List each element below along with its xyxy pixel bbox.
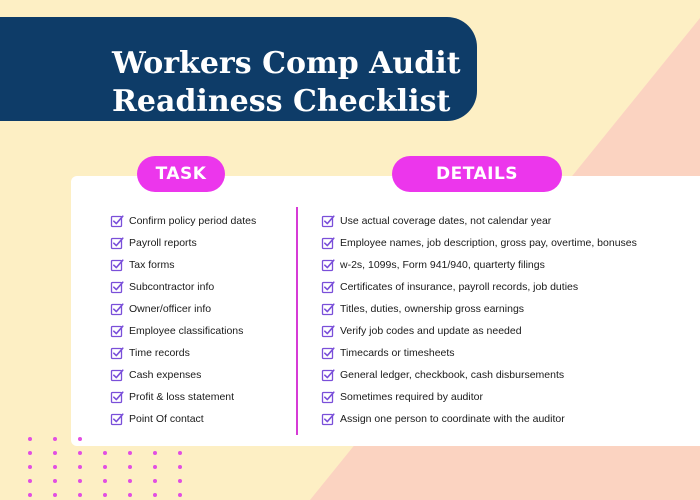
task-item-label: Tax forms	[129, 259, 175, 271]
checked-box-icon	[110, 302, 124, 316]
checked-box-icon	[110, 214, 124, 228]
dot-grid-icon	[25, 434, 195, 500]
detail-item-label: Certificates of insurance, payroll records, job duties	[340, 281, 579, 293]
checked-box-icon	[110, 324, 124, 338]
details-header: DETAILS	[392, 156, 562, 192]
checked-box-icon	[110, 236, 124, 250]
detail-item-label: Use actual coverage dates, not calendar year	[340, 215, 552, 227]
task-item	[110, 364, 290, 386]
detail-item	[321, 232, 691, 254]
task-item	[110, 320, 290, 342]
task-item-label: Point Of contact	[129, 413, 204, 425]
detail-item	[321, 408, 691, 430]
checked-box-icon	[110, 412, 124, 426]
detail-item-label: Timecards or timesheets	[340, 347, 455, 359]
task-list	[110, 210, 290, 430]
detail-item	[321, 298, 691, 320]
checked-box-icon	[110, 390, 124, 404]
checked-box-icon	[321, 214, 335, 228]
detail-item	[321, 210, 691, 232]
task-item-label: Profit & loss statement	[129, 391, 235, 403]
page-title: Workers Comp Audit Readiness Checklist	[112, 46, 461, 119]
checked-box-icon	[110, 258, 124, 272]
checked-box-icon	[110, 280, 124, 294]
detail-item	[321, 364, 691, 386]
checked-box-icon	[321, 302, 335, 316]
task-item-label: Confirm policy period dates	[129, 215, 257, 227]
task-item-label: Employee classifications	[129, 325, 244, 337]
checked-box-icon	[321, 368, 335, 382]
title-banner	[0, 17, 477, 121]
task-item	[110, 276, 290, 298]
task-item	[110, 232, 290, 254]
checked-box-icon	[321, 346, 335, 360]
details-list	[321, 210, 691, 430]
checked-box-icon	[110, 346, 124, 360]
detail-item	[321, 276, 691, 298]
detail-item	[321, 254, 691, 276]
detail-item-label: w-2s, 1099s, Form 941/940, quarterty filings	[340, 259, 545, 271]
task-item-label: Owner/officer info	[129, 303, 212, 315]
detail-item-label: Assign one person to coordinate with the auditor	[340, 413, 565, 425]
detail-item	[321, 342, 691, 364]
checked-box-icon	[321, 324, 335, 338]
task-header: TASK	[137, 156, 225, 192]
detail-item	[321, 386, 691, 408]
task-item-label: Subcontractor info	[129, 281, 215, 293]
checked-box-icon	[321, 236, 335, 250]
checked-box-icon	[110, 368, 124, 382]
task-item-label: Payroll reports	[129, 237, 197, 249]
detail-item-label: Sometimes required by auditor	[340, 391, 483, 403]
detail-item-label: Titles, duties, ownership gross earnings	[340, 303, 525, 315]
checked-box-icon	[321, 390, 335, 404]
column-divider	[296, 207, 298, 435]
checked-box-icon	[321, 280, 335, 294]
task-item	[110, 342, 290, 364]
task-item-label: Time records	[129, 347, 190, 359]
task-item	[110, 298, 290, 320]
checked-box-icon	[321, 258, 335, 272]
detail-item-label: Verify job codes and update as needed	[340, 325, 522, 337]
detail-item-label: Employee names, job description, gross pay, overtime, bonuses	[340, 237, 637, 249]
checked-box-icon	[321, 412, 335, 426]
task-item	[110, 408, 290, 430]
task-item	[110, 210, 290, 232]
task-item-label: Cash expenses	[129, 369, 202, 381]
detail-item	[321, 320, 691, 342]
task-item	[110, 386, 290, 408]
detail-item-label: General ledger, checkbook, cash disbursements	[340, 369, 565, 381]
task-item	[110, 254, 290, 276]
